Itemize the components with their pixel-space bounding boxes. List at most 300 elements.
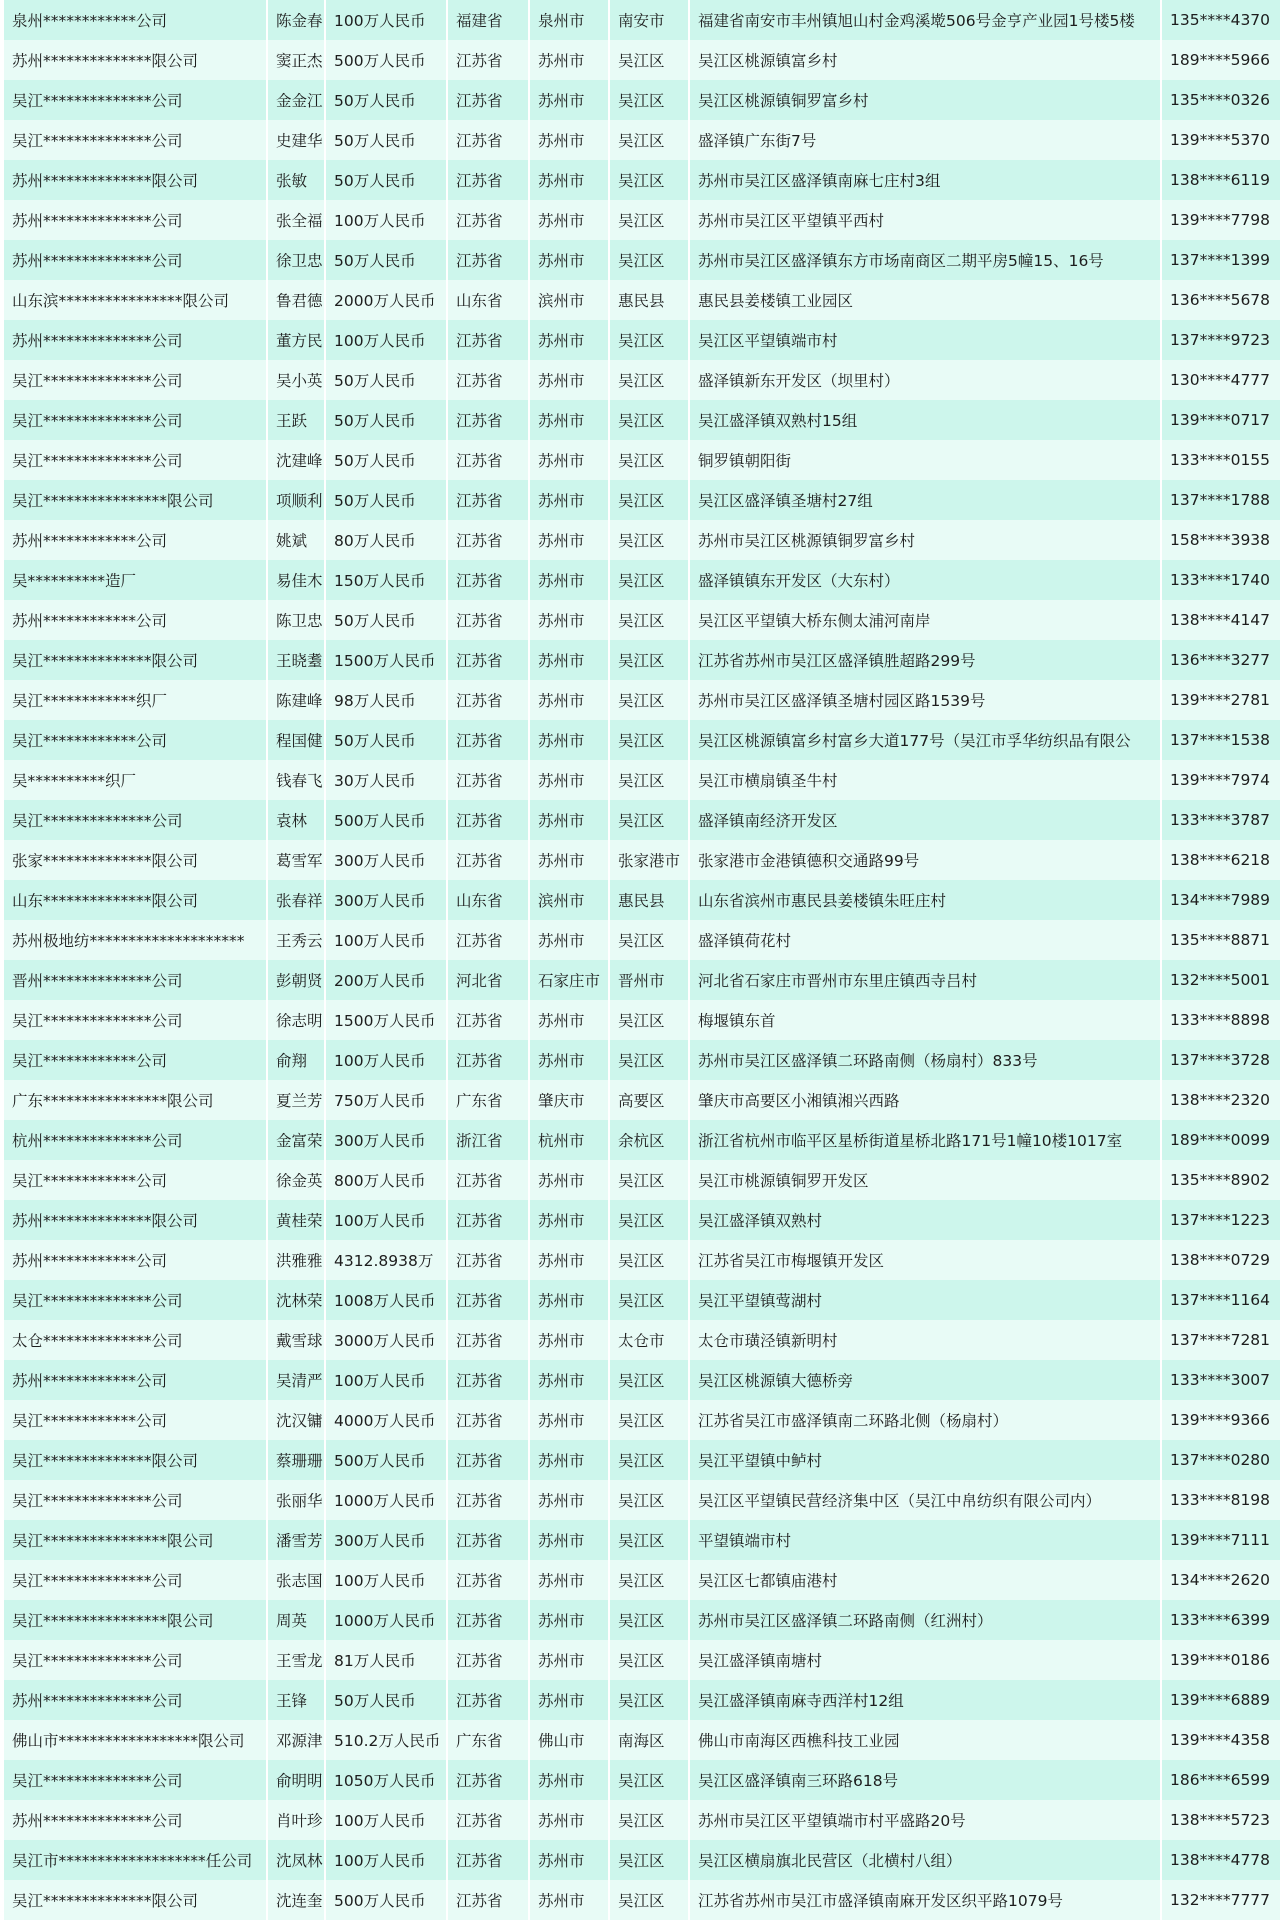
company-name-cell: 吴江**************限公司 (4, 640, 266, 680)
company-name-cell: 苏州************公司 (4, 600, 266, 640)
phone-cell: 139****9366 (1162, 1400, 1280, 1440)
registered-capital-cell: 150万人民币 (326, 560, 446, 600)
registered-capital-cell: 500万人民币 (326, 1880, 446, 1920)
table-row (4, 1600, 1280, 1640)
phone-cell: 136****5678 (1162, 280, 1280, 320)
province-cell: 江苏省 (448, 1640, 528, 1680)
province-cell: 江苏省 (448, 760, 528, 800)
company-name-cell: 吴江************公司 (4, 1400, 266, 1440)
contact-name-cell: 金富荣 (268, 1120, 324, 1160)
company-name-cell: 山东滨****************限公司 (4, 280, 266, 320)
company-name-cell: 吴江**************公司 (4, 1640, 266, 1680)
city-cell: 苏州市 (530, 800, 608, 840)
contact-name-cell: 葛雪军 (268, 840, 324, 880)
table-row (4, 1680, 1280, 1720)
table-row (4, 200, 1280, 240)
address-cell: 佛山市南海区西樵科技工业园 (690, 1720, 1160, 1760)
table-row (4, 1160, 1280, 1200)
district-cell: 吴江区 (610, 1480, 688, 1520)
contact-name-cell: 潘雪芳 (268, 1520, 324, 1560)
registered-capital-cell: 500万人民币 (326, 1440, 446, 1480)
phone-cell: 133****0155 (1162, 440, 1280, 480)
contact-name-cell: 张志国 (268, 1560, 324, 1600)
phone-cell: 137****1223 (1162, 1200, 1280, 1240)
province-cell: 福建省 (448, 0, 528, 40)
company-name-cell: 吴江**************公司 (4, 80, 266, 120)
address-cell: 吴江区七都镇庙港村 (690, 1560, 1160, 1600)
table-row (4, 1760, 1280, 1800)
contact-name-cell: 王锋 (268, 1680, 324, 1720)
registered-capital-cell: 300万人民币 (326, 880, 446, 920)
company-name-cell: 吴江************织厂 (4, 680, 266, 720)
table-row (4, 360, 1280, 400)
contact-name-cell: 沈连奎 (268, 1880, 324, 1920)
registered-capital-cell: 300万人民币 (326, 1520, 446, 1560)
table-row (4, 1440, 1280, 1480)
address-cell: 吴江市横扇镇圣牛村 (690, 760, 1160, 800)
contact-name-cell: 徐金英 (268, 1160, 324, 1200)
table-row (4, 120, 1280, 160)
city-cell: 苏州市 (530, 1840, 608, 1880)
company-name-cell: 吴江****************限公司 (4, 1600, 266, 1640)
address-cell: 吴江区桃源镇铜罗富乡村 (690, 80, 1160, 120)
address-cell: 山东省滨州市惠民县姜楼镇朱旺庄村 (690, 880, 1160, 920)
company-name-cell: 苏州**************限公司 (4, 40, 266, 80)
registered-capital-cell: 30万人民币 (326, 760, 446, 800)
city-cell: 苏州市 (530, 640, 608, 680)
company-name-cell: 吴**********造厂 (4, 560, 266, 600)
contact-name-cell: 王跃 (268, 400, 324, 440)
company-name-cell: 吴江市*******************任公司 (4, 1840, 266, 1880)
phone-cell: 133****1740 (1162, 560, 1280, 600)
district-cell: 吴江区 (610, 600, 688, 640)
company-name-cell: 吴江**************公司 (4, 1000, 266, 1040)
registered-capital-cell: 750万人民币 (326, 1080, 446, 1120)
city-cell: 苏州市 (530, 1560, 608, 1600)
table-row (4, 1080, 1280, 1120)
district-cell: 吴江区 (610, 1160, 688, 1200)
address-cell: 惠民县姜楼镇工业园区 (690, 280, 1160, 320)
phone-cell: 138****6218 (1162, 840, 1280, 880)
city-cell: 苏州市 (530, 1240, 608, 1280)
table-row (4, 880, 1280, 920)
district-cell: 吴江区 (610, 240, 688, 280)
contact-name-cell: 陈金春 (268, 0, 324, 40)
province-cell: 江苏省 (448, 1680, 528, 1720)
province-cell: 河北省 (448, 960, 528, 1000)
registered-capital-cell: 50万人民币 (326, 480, 446, 520)
city-cell: 苏州市 (530, 1680, 608, 1720)
table-row (4, 1640, 1280, 1680)
address-cell: 吴江区横扇旗北民营区（北横村八组） (690, 1840, 1160, 1880)
contact-name-cell: 黄桂荣 (268, 1200, 324, 1240)
city-cell: 苏州市 (530, 480, 608, 520)
district-cell: 吴江区 (610, 1280, 688, 1320)
district-cell: 南海区 (610, 1720, 688, 1760)
company-name-cell: 吴江************公司 (4, 720, 266, 760)
registered-capital-cell: 50万人民币 (326, 240, 446, 280)
province-cell: 江苏省 (448, 560, 528, 600)
registered-capital-cell: 50万人民币 (326, 400, 446, 440)
district-cell: 南安市 (610, 0, 688, 40)
province-cell: 江苏省 (448, 40, 528, 80)
city-cell: 苏州市 (530, 1880, 608, 1920)
city-cell: 苏州市 (530, 240, 608, 280)
company-name-cell: 吴江**************公司 (4, 400, 266, 440)
district-cell: 吴江区 (610, 1360, 688, 1400)
address-cell: 吴江区盛泽镇圣塘村27组 (690, 480, 1160, 520)
registered-capital-cell: 500万人民币 (326, 800, 446, 840)
phone-cell: 139****0717 (1162, 400, 1280, 440)
table-row (4, 1520, 1280, 1560)
city-cell: 苏州市 (530, 1200, 608, 1240)
address-cell: 苏州市吴江区盛泽镇东方市场南商区二期平房5幢15、16号 (690, 240, 1160, 280)
address-cell: 江苏省吴江市盛泽镇南二环路北侧（杨扇村） (690, 1400, 1160, 1440)
province-cell: 江苏省 (448, 360, 528, 400)
registered-capital-cell: 100万人民币 (326, 1840, 446, 1880)
province-cell: 江苏省 (448, 160, 528, 200)
province-cell: 江苏省 (448, 1480, 528, 1520)
address-cell: 盛泽镇荷花村 (690, 920, 1160, 960)
registered-capital-cell: 300万人民币 (326, 840, 446, 880)
district-cell: 吴江区 (610, 440, 688, 480)
table-row (4, 720, 1280, 760)
district-cell: 张家港市 (610, 840, 688, 880)
district-cell: 吴江区 (610, 560, 688, 600)
contact-name-cell: 沈汉镛 (268, 1400, 324, 1440)
city-cell: 苏州市 (530, 840, 608, 880)
contact-name-cell: 彭朝贤 (268, 960, 324, 1000)
table-row (4, 1000, 1280, 1040)
phone-cell: 138****4778 (1162, 1840, 1280, 1880)
province-cell: 江苏省 (448, 680, 528, 720)
phone-cell: 133****3787 (1162, 800, 1280, 840)
province-cell: 江苏省 (448, 720, 528, 760)
contact-name-cell: 袁林 (268, 800, 324, 840)
table-row (4, 1880, 1280, 1920)
table-row (4, 400, 1280, 440)
table-row (4, 440, 1280, 480)
province-cell: 江苏省 (448, 1560, 528, 1600)
district-cell: 吴江区 (610, 400, 688, 440)
registered-capital-cell: 98万人民币 (326, 680, 446, 720)
address-cell: 梅堰镇东首 (690, 1000, 1160, 1040)
phone-cell: 135****0326 (1162, 80, 1280, 120)
district-cell: 吴江区 (610, 1640, 688, 1680)
address-cell: 河北省石家庄市晋州市东里庄镇西寺吕村 (690, 960, 1160, 1000)
registered-capital-cell: 50万人民币 (326, 120, 446, 160)
phone-cell: 139****5370 (1162, 120, 1280, 160)
company-name-cell: 吴江**************公司 (4, 1280, 266, 1320)
phone-cell: 134****7989 (1162, 880, 1280, 920)
company-name-cell: 吴江****************限公司 (4, 480, 266, 520)
registered-capital-cell: 1000万人民币 (326, 1480, 446, 1520)
company-name-cell: 吴江************公司 (4, 1160, 266, 1200)
province-cell: 江苏省 (448, 520, 528, 560)
company-name-cell: 吴江**************公司 (4, 1560, 266, 1600)
table-row (4, 1560, 1280, 1600)
city-cell: 苏州市 (530, 440, 608, 480)
contact-name-cell: 周英 (268, 1600, 324, 1640)
phone-cell: 139****7974 (1162, 760, 1280, 800)
province-cell: 江苏省 (448, 80, 528, 120)
city-cell: 苏州市 (530, 920, 608, 960)
phone-cell: 138****0729 (1162, 1240, 1280, 1280)
phone-cell: 137****0280 (1162, 1440, 1280, 1480)
registered-capital-cell: 510.2万人民币 (326, 1720, 446, 1760)
address-cell: 吴江区平望镇大桥东侧太浦河南岸 (690, 600, 1160, 640)
table-row (4, 840, 1280, 880)
contact-name-cell: 鲁君德 (268, 280, 324, 320)
table-row (4, 1800, 1280, 1840)
phone-cell: 134****2620 (1162, 1560, 1280, 1600)
table-row (4, 1480, 1280, 1520)
city-cell: 苏州市 (530, 1320, 608, 1360)
province-cell: 浙江省 (448, 1120, 528, 1160)
address-cell: 铜罗镇朝阳街 (690, 440, 1160, 480)
company-name-cell: 泉州************公司 (4, 0, 266, 40)
company-name-cell: 苏州**************公司 (4, 200, 266, 240)
company-name-cell: 广东****************限公司 (4, 1080, 266, 1120)
contact-name-cell: 沈建峰 (268, 440, 324, 480)
company-name-cell: 吴江**************限公司 (4, 1880, 266, 1920)
company-name-cell: 苏州**************公司 (4, 320, 266, 360)
address-cell: 福建省南安市丰州镇旭山村金鸡溪墘506号金亨产业园1号楼5楼 (690, 0, 1160, 40)
address-cell: 苏州市吴江区平望镇端市村平盛路20号 (690, 1800, 1160, 1840)
district-cell: 吴江区 (610, 720, 688, 760)
district-cell: 吴江区 (610, 640, 688, 680)
phone-cell: 189****0099 (1162, 1120, 1280, 1160)
city-cell: 苏州市 (530, 680, 608, 720)
district-cell: 吴江区 (610, 320, 688, 360)
registered-capital-cell: 4000万人民币 (326, 1400, 446, 1440)
phone-cell: 135****8871 (1162, 920, 1280, 960)
district-cell: 吴江区 (610, 1200, 688, 1240)
table-row (4, 1840, 1280, 1880)
phone-cell: 137****1788 (1162, 480, 1280, 520)
province-cell: 江苏省 (448, 1440, 528, 1480)
city-cell: 苏州市 (530, 400, 608, 440)
contact-name-cell: 张春祥 (268, 880, 324, 920)
registered-capital-cell: 100万人民币 (326, 920, 446, 960)
district-cell: 吴江区 (610, 1680, 688, 1720)
phone-cell: 138****6119 (1162, 160, 1280, 200)
city-cell: 苏州市 (530, 1760, 608, 1800)
table-row (4, 1720, 1280, 1760)
address-cell: 江苏省吴江市梅堰镇开发区 (690, 1240, 1160, 1280)
province-cell: 江苏省 (448, 480, 528, 520)
registered-capital-cell: 800万人民币 (326, 1160, 446, 1200)
table-row (4, 80, 1280, 120)
address-cell: 江苏省苏州市吴江市盛泽镇南麻开发区织平路1079号 (690, 1880, 1160, 1920)
contact-name-cell: 陈卫忠 (268, 600, 324, 640)
contact-name-cell: 王晓耋 (268, 640, 324, 680)
address-cell: 盛泽镇镇东开发区（大东村） (690, 560, 1160, 600)
contact-name-cell: 程国健 (268, 720, 324, 760)
address-cell: 苏州市吴江区桃源镇铜罗富乡村 (690, 520, 1160, 560)
address-cell: 太仓市璜泾镇新明村 (690, 1320, 1160, 1360)
phone-cell: 139****2781 (1162, 680, 1280, 720)
district-cell: 吴江区 (610, 800, 688, 840)
company-name-cell: 苏州**************限公司 (4, 160, 266, 200)
company-table (2, 0, 1280, 1920)
city-cell: 苏州市 (530, 1400, 608, 1440)
city-cell: 石家庄市 (530, 960, 608, 1000)
phone-cell: 137****1164 (1162, 1280, 1280, 1320)
contact-name-cell: 张敏 (268, 160, 324, 200)
company-name-cell: 晋州**************公司 (4, 960, 266, 1000)
table-row (4, 1040, 1280, 1080)
registered-capital-cell: 300万人民币 (326, 1120, 446, 1160)
registered-capital-cell: 50万人民币 (326, 160, 446, 200)
address-cell: 吴江区盛泽镇南三环路618号 (690, 1760, 1160, 1800)
registered-capital-cell: 4312.8938万 (326, 1240, 446, 1280)
address-cell: 浙江省杭州市临平区星桥街道星桥北路171号1幢10楼1017室 (690, 1120, 1160, 1160)
address-cell: 吴江区平望镇民营经济集中区（吴江中帛纺织有限公司内） (690, 1480, 1160, 1520)
province-cell: 江苏省 (448, 240, 528, 280)
district-cell: 吴江区 (610, 80, 688, 120)
city-cell: 苏州市 (530, 520, 608, 560)
address-cell: 吴江区桃源镇富乡村 (690, 40, 1160, 80)
address-cell: 盛泽镇南经济开发区 (690, 800, 1160, 840)
district-cell: 吴江区 (610, 760, 688, 800)
registered-capital-cell: 1050万人民币 (326, 1760, 446, 1800)
address-cell: 吴江平望镇莺湖村 (690, 1280, 1160, 1320)
registered-capital-cell: 100万人民币 (326, 1800, 446, 1840)
province-cell: 江苏省 (448, 1240, 528, 1280)
address-cell: 吴江盛泽镇南塘村 (690, 1640, 1160, 1680)
city-cell: 苏州市 (530, 1640, 608, 1680)
city-cell: 苏州市 (530, 1440, 608, 1480)
district-cell: 吴江区 (610, 1880, 688, 1920)
table-row (4, 160, 1280, 200)
address-cell: 张家港市金港镇德积交通路99号 (690, 840, 1160, 880)
contact-name-cell: 吴清严 (268, 1360, 324, 1400)
address-cell: 吴江盛泽镇南麻寺西洋村12组 (690, 1680, 1160, 1720)
table-row (4, 560, 1280, 600)
contact-name-cell: 沈凤林 (268, 1840, 324, 1880)
registered-capital-cell: 50万人民币 (326, 80, 446, 120)
contact-name-cell: 窦正杰 (268, 40, 324, 80)
phone-cell: 136****3277 (1162, 640, 1280, 680)
company-name-cell: 苏州**************公司 (4, 240, 266, 280)
province-cell: 广东省 (448, 1080, 528, 1120)
registered-capital-cell: 100万人民币 (326, 1200, 446, 1240)
district-cell: 吴江区 (610, 1440, 688, 1480)
contact-name-cell: 张丽华 (268, 1480, 324, 1520)
district-cell: 吴江区 (610, 1400, 688, 1440)
address-cell: 吴江平望镇中鲈村 (690, 1440, 1160, 1480)
contact-name-cell: 项顺利 (268, 480, 324, 520)
address-cell: 肇庆市高要区小湘镇湘兴西路 (690, 1080, 1160, 1120)
city-cell: 苏州市 (530, 80, 608, 120)
table-row (4, 680, 1280, 720)
company-name-cell: 苏州**************公司 (4, 1800, 266, 1840)
phone-cell: 139****7798 (1162, 200, 1280, 240)
phone-cell: 132****5001 (1162, 960, 1280, 1000)
district-cell: 太仓市 (610, 1320, 688, 1360)
city-cell: 苏州市 (530, 160, 608, 200)
city-cell: 滨州市 (530, 280, 608, 320)
city-cell: 苏州市 (530, 1360, 608, 1400)
table-row (4, 40, 1280, 80)
province-cell: 江苏省 (448, 1600, 528, 1640)
company-name-cell: 佛山市******************限公司 (4, 1720, 266, 1760)
contact-name-cell: 沈林荣 (268, 1280, 324, 1320)
table-row (4, 1320, 1280, 1360)
company-name-cell: 吴江**************限公司 (4, 1440, 266, 1480)
province-cell: 江苏省 (448, 640, 528, 680)
district-cell: 吴江区 (610, 160, 688, 200)
company-name-cell: 苏州**************限公司 (4, 1200, 266, 1240)
registered-capital-cell: 100万人民币 (326, 0, 446, 40)
registered-capital-cell: 1500万人民币 (326, 640, 446, 680)
district-cell: 吴江区 (610, 1520, 688, 1560)
district-cell: 吴江区 (610, 680, 688, 720)
province-cell: 山东省 (448, 280, 528, 320)
province-cell: 江苏省 (448, 120, 528, 160)
address-cell: 吴江区平望镇端市村 (690, 320, 1160, 360)
city-cell: 苏州市 (530, 720, 608, 760)
table-row (4, 1240, 1280, 1280)
registered-capital-cell: 50万人民币 (326, 360, 446, 400)
company-name-cell: 杭州**************公司 (4, 1120, 266, 1160)
contact-name-cell: 钱春飞 (268, 760, 324, 800)
registered-capital-cell: 50万人民币 (326, 720, 446, 760)
province-cell: 江苏省 (448, 1840, 528, 1880)
district-cell: 余杭区 (610, 1120, 688, 1160)
phone-cell: 133****8898 (1162, 1000, 1280, 1040)
contact-name-cell: 陈建峰 (268, 680, 324, 720)
table-row (4, 480, 1280, 520)
registered-capital-cell: 500万人民币 (326, 40, 446, 80)
phone-cell: 137****3728 (1162, 1040, 1280, 1080)
company-name-cell: 苏州极地纺******************** (4, 920, 266, 960)
registered-capital-cell: 200万人民币 (326, 960, 446, 1000)
contact-name-cell: 俞翔 (268, 1040, 324, 1080)
city-cell: 苏州市 (530, 1520, 608, 1560)
registered-capital-cell: 50万人民币 (326, 600, 446, 640)
contact-name-cell: 洪雅雅 (268, 1240, 324, 1280)
province-cell: 江苏省 (448, 800, 528, 840)
table-row (4, 320, 1280, 360)
address-cell: 平望镇端市村 (690, 1520, 1160, 1560)
contact-name-cell: 徐志明 (268, 1000, 324, 1040)
phone-cell: 137****9723 (1162, 320, 1280, 360)
phone-cell: 138****5723 (1162, 1800, 1280, 1840)
phone-cell: 189****5966 (1162, 40, 1280, 80)
city-cell: 苏州市 (530, 1480, 608, 1520)
registered-capital-cell: 3000万人民币 (326, 1320, 446, 1360)
city-cell: 苏州市 (530, 600, 608, 640)
district-cell: 吴江区 (610, 920, 688, 960)
city-cell: 苏州市 (530, 120, 608, 160)
city-cell: 苏州市 (530, 1000, 608, 1040)
contact-name-cell: 董方民 (268, 320, 324, 360)
district-cell: 吴江区 (610, 200, 688, 240)
address-cell: 盛泽镇新东开发区（坝里村） (690, 360, 1160, 400)
table-row (4, 240, 1280, 280)
city-cell: 泉州市 (530, 0, 608, 40)
address-cell: 苏州市吴江区盛泽镇二环路南侧（红洲村） (690, 1600, 1160, 1640)
province-cell: 江苏省 (448, 320, 528, 360)
phone-cell: 186****6599 (1162, 1760, 1280, 1800)
phone-cell: 133****6399 (1162, 1600, 1280, 1640)
phone-cell: 139****6889 (1162, 1680, 1280, 1720)
district-cell: 吴江区 (610, 360, 688, 400)
phone-cell: 139****7111 (1162, 1520, 1280, 1560)
table-row (4, 1120, 1280, 1160)
